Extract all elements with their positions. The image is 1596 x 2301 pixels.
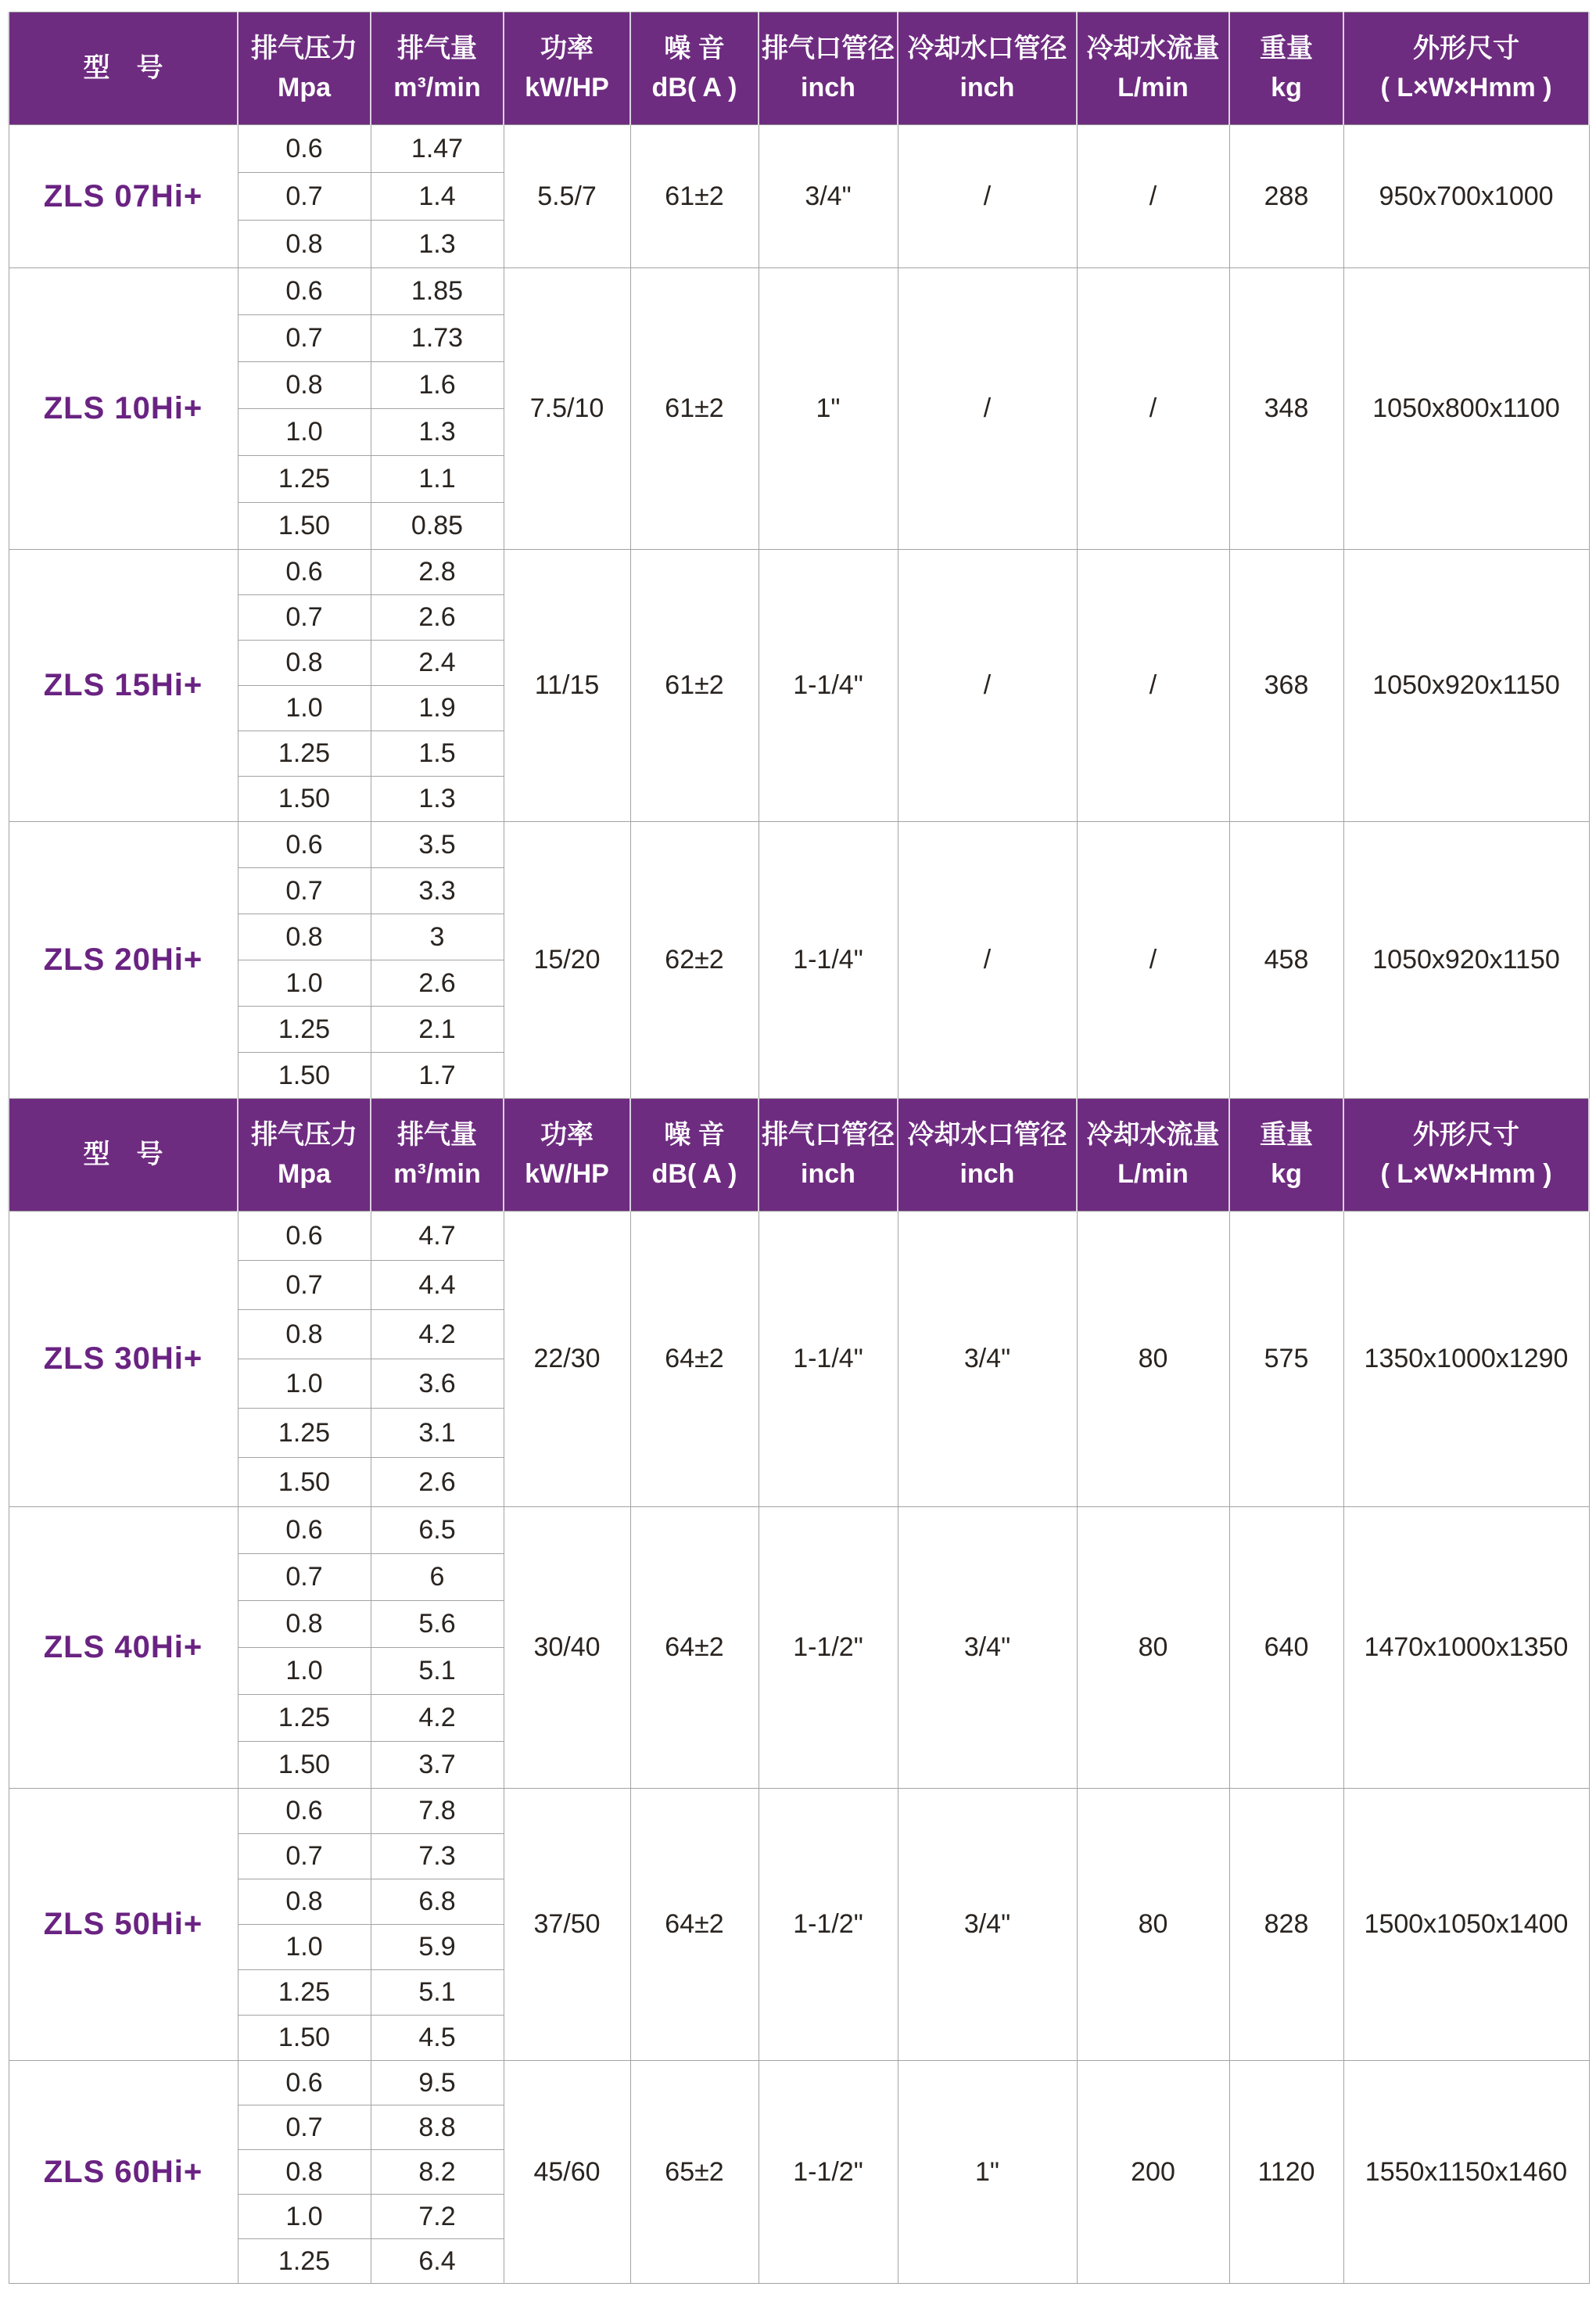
header-line1: 排气量: [397, 34, 477, 64]
pressure-cell: 1.50: [238, 1458, 371, 1507]
outlet-size-cell: 1-1/2": [759, 1789, 898, 2061]
header-line2: kg: [1271, 72, 1302, 102]
header-line1: 排气量: [397, 1120, 477, 1150]
cooling-flow-cell: /: [1077, 125, 1229, 268]
model-cell: ZLS 60Hi+: [9, 2061, 238, 2284]
flow-cell: 2.6: [371, 1458, 504, 1507]
header-line2: ( L×W×Hmm ): [1380, 72, 1552, 102]
pressure-cell: 0.7: [238, 173, 371, 221]
header-cell-5: [759, 13, 898, 125]
pressure-cell: 0.7: [238, 868, 371, 914]
flow-cell: 3.1: [371, 1409, 504, 1458]
outlet-size-cell: 1-1/4": [759, 1212, 898, 1507]
table-row: [9, 822, 1589, 868]
header-line2: m³/min: [393, 1158, 481, 1189]
header-line1: 型 号: [83, 1139, 163, 1169]
table-row: [9, 550, 1589, 595]
cooling-flow-cell: /: [1077, 550, 1229, 822]
header-line1: 排气口管径: [762, 1120, 895, 1150]
pressure-cell: 1.0: [238, 409, 371, 456]
dimensions-cell: 1550x1150x1460: [1343, 2061, 1589, 2284]
weight-cell: 368: [1229, 550, 1343, 822]
header-line2: Mpa: [278, 1158, 331, 1189]
pressure-cell: 0.6: [238, 1507, 371, 1554]
cooling-flow-cell: /: [1077, 268, 1229, 550]
power-cell: 22/30: [504, 1212, 630, 1507]
model-cell: ZLS 50Hi+: [9, 1789, 238, 2061]
flow-cell: 1.3: [371, 221, 504, 268]
flow-cell: 5.6: [371, 1601, 504, 1648]
flow-cell: 3.5: [371, 822, 504, 868]
model-cell: ZLS 30Hi+: [9, 1212, 238, 1507]
header-cell-0: [9, 13, 238, 125]
header-cell-4: [630, 13, 759, 125]
flow-cell: 4.7: [371, 1212, 504, 1261]
pressure-cell: 1.0: [238, 1648, 371, 1695]
power-cell: 7.5/10: [504, 268, 630, 550]
header-line1: 功率: [540, 1120, 594, 1150]
flow-cell: 4.2: [371, 1310, 504, 1359]
header-cell-9: [1343, 1099, 1589, 1212]
pressure-cell: 0.8: [238, 362, 371, 409]
pressure-cell: 0.7: [238, 1261, 371, 1310]
header-line1: 型 号: [83, 52, 163, 83]
pressure-cell: 0.7: [238, 1834, 371, 1879]
header-line1: 噪 音: [664, 1120, 725, 1150]
pressure-cell: 1.25: [238, 731, 371, 777]
header-line1: 排气口管径: [762, 34, 895, 64]
table-row: [9, 1507, 1589, 1554]
noise-cell: 62±2: [630, 822, 759, 1099]
flow-cell: 3.3: [371, 868, 504, 914]
flow-cell: 8.2: [371, 2150, 504, 2195]
flow-cell: 3.6: [371, 1359, 504, 1409]
noise-cell: 64±2: [630, 1789, 759, 2061]
header-cell-2: [371, 13, 504, 125]
outlet-size-cell: 1-1/2": [759, 1507, 898, 1789]
header-row: [9, 13, 1589, 125]
flow-cell: 1.3: [371, 409, 504, 456]
model-cell: ZLS 40Hi+: [9, 1507, 238, 1789]
table-row: [9, 268, 1589, 315]
flow-cell: 1.6: [371, 362, 504, 409]
pressure-cell: 1.0: [238, 2195, 371, 2239]
table-row: [9, 125, 1589, 173]
header-cell-6: [898, 13, 1077, 125]
flow-cell: 7.2: [371, 2195, 504, 2239]
pressure-cell: 0.6: [238, 1789, 371, 1834]
cooling-port-cell: /: [898, 125, 1077, 268]
flow-cell: 6: [371, 1554, 504, 1601]
cooling-port-cell: 3/4": [898, 1507, 1077, 1789]
flow-cell: 1.3: [371, 777, 504, 822]
flow-cell: 1.4: [371, 173, 504, 221]
dimensions-cell: 1470x1000x1350: [1343, 1507, 1589, 1789]
header-line2: inch: [801, 1158, 855, 1189]
pressure-cell: 0.8: [238, 2150, 371, 2195]
flow-cell: 1.85: [371, 268, 504, 315]
outlet-size-cell: 3/4": [759, 125, 898, 268]
pressure-cell: 0.8: [238, 641, 371, 686]
header-row: [9, 1099, 1589, 1212]
header-cell-0: [9, 1099, 238, 1212]
pressure-cell: 1.25: [238, 2239, 371, 2284]
pressure-cell: 0.8: [238, 1601, 371, 1648]
flow-cell: 2.6: [371, 595, 504, 641]
pressure-cell: 1.50: [238, 777, 371, 822]
dimensions-cell: 1500x1050x1400: [1343, 1789, 1589, 2061]
header-line2: dB( A ): [651, 1158, 737, 1189]
cooling-port-cell: /: [898, 822, 1077, 1099]
flow-cell: 6.8: [371, 1879, 504, 1925]
header-line2: kW/HP: [525, 72, 609, 102]
weight-cell: 288: [1229, 125, 1343, 268]
header-line1: 噪 音: [664, 34, 725, 64]
header-cell-8: [1229, 13, 1343, 125]
header-cell-8: [1229, 1099, 1343, 1212]
pressure-cell: 1.25: [238, 1695, 371, 1742]
weight-cell: 1120: [1229, 2061, 1343, 2284]
weight-cell: 458: [1229, 822, 1343, 1099]
header-line1: 重量: [1260, 1120, 1313, 1150]
pressure-cell: 0.8: [238, 914, 371, 960]
flow-cell: 9.5: [371, 2061, 504, 2105]
pressure-cell: 0.6: [238, 1212, 371, 1261]
header-line1: 冷却水口管径: [907, 34, 1067, 64]
flow-cell: 7.3: [371, 1834, 504, 1879]
flow-cell: 7.8: [371, 1789, 504, 1834]
pressure-cell: 0.7: [238, 1554, 371, 1601]
power-cell: 5.5/7: [504, 125, 630, 268]
pressure-cell: 0.6: [238, 2061, 371, 2105]
header-line2: inch: [959, 1158, 1015, 1189]
header-cell-7: [1077, 1099, 1229, 1212]
flow-cell: 4.2: [371, 1695, 504, 1742]
noise-cell: 61±2: [630, 125, 759, 268]
cooling-port-cell: /: [898, 550, 1077, 822]
model-cell: ZLS 07Hi+: [9, 125, 238, 268]
pressure-cell: 0.8: [238, 1310, 371, 1359]
dimensions-cell: 950x700x1000: [1343, 125, 1589, 268]
pressure-cell: 1.25: [238, 1007, 371, 1053]
flow-cell: 1.9: [371, 686, 504, 731]
pressure-cell: 0.8: [238, 1879, 371, 1925]
header-cell-4: [630, 1099, 759, 1212]
noise-cell: 61±2: [630, 268, 759, 550]
power-cell: 11/15: [504, 550, 630, 822]
header-line1: 重量: [1260, 34, 1313, 64]
dimensions-cell: 1350x1000x1290: [1343, 1212, 1589, 1507]
pressure-cell: 0.7: [238, 595, 371, 641]
pressure-cell: 0.7: [238, 2105, 371, 2150]
weight-cell: 828: [1229, 1789, 1343, 2061]
pressure-cell: 0.6: [238, 822, 371, 868]
noise-cell: 64±2: [630, 1507, 759, 1789]
power-cell: 30/40: [504, 1507, 630, 1789]
flow-cell: 4.4: [371, 1261, 504, 1310]
weight-cell: 348: [1229, 268, 1343, 550]
flow-cell: 2.4: [371, 641, 504, 686]
flow-cell: 1.47: [371, 125, 504, 173]
dimensions-cell: 1050x800x1100: [1343, 268, 1589, 550]
outlet-size-cell: 1-1/2": [759, 2061, 898, 2284]
pressure-cell: 0.7: [238, 315, 371, 362]
header-line2: L/min: [1117, 72, 1189, 102]
pressure-cell: 0.8: [238, 221, 371, 268]
weight-cell: 640: [1229, 1507, 1343, 1789]
header-line1: 冷却水口管径: [907, 1120, 1067, 1150]
flow-cell: 2.1: [371, 1007, 504, 1053]
header-line2: Mpa: [278, 72, 331, 102]
flow-cell: 2.8: [371, 550, 504, 595]
flow-cell: 4.5: [371, 2016, 504, 2061]
header-cell-9: [1343, 13, 1589, 125]
header-line1: 外形尺寸: [1413, 1120, 1519, 1150]
model-cell: ZLS 15Hi+: [9, 550, 238, 822]
header-cell-5: [759, 1099, 898, 1212]
flow-cell: 5.1: [371, 1648, 504, 1695]
pressure-cell: 1.25: [238, 1970, 371, 2016]
dimensions-cell: 1050x920x1150: [1343, 550, 1589, 822]
header-line2: dB( A ): [651, 72, 737, 102]
flow-cell: 5.1: [371, 1970, 504, 2016]
pressure-cell: 1.0: [238, 1359, 371, 1409]
header-cell-3: [504, 1099, 630, 1212]
flow-cell: 1.5: [371, 731, 504, 777]
flow-cell: 6.5: [371, 1507, 504, 1554]
pressure-cell: 1.0: [238, 1925, 371, 1970]
header-cell-7: [1077, 13, 1229, 125]
pressure-cell: 0.6: [238, 550, 371, 595]
pressure-cell: 1.50: [238, 1742, 371, 1789]
cooling-flow-cell: 80: [1077, 1212, 1229, 1507]
header-line1: 功率: [540, 34, 594, 64]
header-cell-1: [238, 1099, 371, 1212]
cooling-port-cell: 3/4": [898, 1789, 1077, 2061]
table-row: [9, 1212, 1589, 1261]
table-row: [9, 1789, 1589, 1834]
flow-cell: 3: [371, 914, 504, 960]
cooling-flow-cell: 80: [1077, 1789, 1229, 2061]
pressure-cell: 1.0: [238, 960, 371, 1007]
flow-cell: 0.85: [371, 503, 504, 550]
pressure-cell: 1.50: [238, 503, 371, 550]
table-row: [9, 2061, 1589, 2105]
outlet-size-cell: 1-1/4": [759, 550, 898, 822]
noise-cell: 64±2: [630, 1212, 759, 1507]
outlet-size-cell: 1": [759, 268, 898, 550]
pressure-cell: 1.25: [238, 1409, 371, 1458]
flow-cell: 2.6: [371, 960, 504, 1007]
pressure-cell: 0.6: [238, 125, 371, 173]
flow-cell: 1.1: [371, 456, 504, 503]
compressor-spec-table: [8, 12, 1590, 2284]
cooling-port-cell: /: [898, 268, 1077, 550]
noise-cell: 61±2: [630, 550, 759, 822]
noise-cell: 65±2: [630, 2061, 759, 2284]
flow-cell: 1.73: [371, 315, 504, 362]
header-line1: 外形尺寸: [1413, 34, 1519, 64]
header-line1: 排气压力: [251, 1120, 357, 1150]
header-line2: inch: [801, 72, 855, 102]
weight-cell: 575: [1229, 1212, 1343, 1507]
model-cell: ZLS 10Hi+: [9, 268, 238, 550]
cooling-flow-cell: 200: [1077, 2061, 1229, 2284]
pressure-cell: 0.6: [238, 268, 371, 315]
header-cell-6: [898, 1099, 1077, 1212]
flow-cell: 1.7: [371, 1053, 504, 1099]
header-line2: m³/min: [393, 72, 481, 102]
header-line2: inch: [959, 72, 1015, 102]
flow-cell: 8.8: [371, 2105, 504, 2150]
model-cell: ZLS 20Hi+: [9, 822, 238, 1099]
header-line1: 冷却水流量: [1086, 1120, 1220, 1150]
flow-cell: 3.7: [371, 1742, 504, 1789]
cooling-flow-cell: 80: [1077, 1507, 1229, 1789]
header-line2: kg: [1271, 1158, 1302, 1189]
header-cell-1: [238, 13, 371, 125]
pressure-cell: 1.50: [238, 2016, 371, 2061]
header-cell-3: [504, 13, 630, 125]
dimensions-cell: 1050x920x1150: [1343, 822, 1589, 1099]
power-cell: 15/20: [504, 822, 630, 1099]
cooling-flow-cell: /: [1077, 822, 1229, 1099]
outlet-size-cell: 1-1/4": [759, 822, 898, 1099]
flow-cell: 5.9: [371, 1925, 504, 1970]
pressure-cell: 1.0: [238, 686, 371, 731]
header-line2: L/min: [1117, 1158, 1189, 1189]
header-line1: 冷却水流量: [1086, 34, 1220, 64]
cooling-port-cell: 3/4": [898, 1212, 1077, 1507]
header-line2: kW/HP: [525, 1158, 609, 1189]
power-cell: 45/60: [504, 2061, 630, 2284]
cooling-port-cell: 1": [898, 2061, 1077, 2284]
header-cell-2: [371, 1099, 504, 1212]
power-cell: 37/50: [504, 1789, 630, 2061]
flow-cell: 6.4: [371, 2239, 504, 2284]
header-line2: ( L×W×Hmm ): [1380, 1158, 1552, 1189]
pressure-cell: 1.25: [238, 456, 371, 503]
header-line1: 排气压力: [251, 34, 357, 64]
pressure-cell: 1.50: [238, 1053, 371, 1099]
